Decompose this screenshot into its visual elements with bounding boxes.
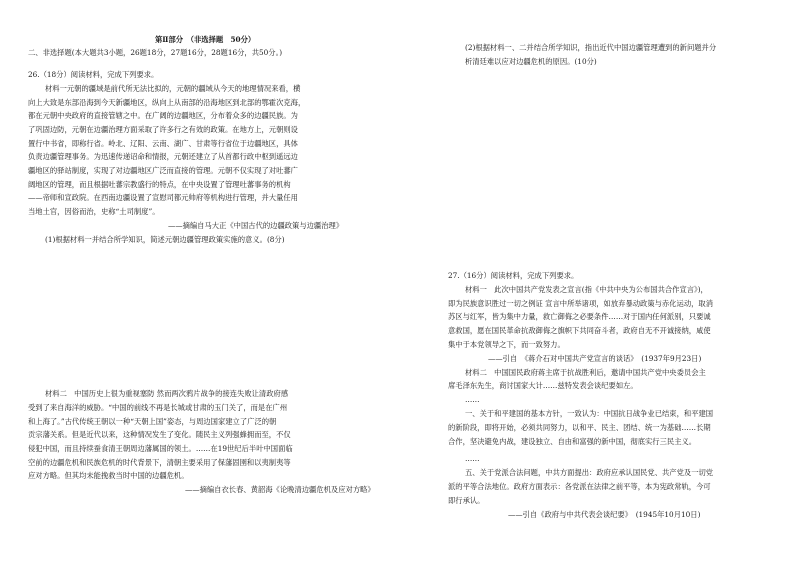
material-a2-source: ——引自《政府与中共代表会谈纪要》 (1945年10月10日) (508, 510, 701, 519)
question-26-part-1: (1)根据材料一并结合所学知识，简述元朝边疆管理政策实施的意义。(8分) (45, 235, 285, 244)
material-1-line: ——帝师和宣政院。在西南边疆设置了宣慰司都元帅府等机构进行管理，并大量任用 (28, 193, 298, 202)
material-a1-line: 意救国，愿在国民革命抗敌御侮之旗帜下共同奋斗者，政府自无不开诚接纳，咸使 (448, 326, 711, 335)
material-2-line: 和上海了。”古代传统王朝以一种“天朝上国”姿态，与周边国家建立了广泛的朝 (28, 417, 277, 426)
material-2-line: 材料二 中国历史上很为重视塞防 然而两次鸦片战争的接连失败让清政府感 (45, 389, 289, 398)
material-2-line: 受到了来自海洋的威胁。“中国的前线不再是长城或甘肃的玉门关了，而是在广州 (28, 403, 288, 412)
material-1-line: 置行中书省，即称行省。岭北、辽阳、云南、湖广、甘肃等行省位于边疆地区，具体 (28, 139, 298, 148)
question-26-part-2-line: 析清廷难以应对边疆危机的原因。(10分) (465, 57, 597, 66)
material-1-source: ——摘编自马大正《中国古代的边疆政策与边疆治理》 (168, 221, 344, 230)
material-a1-line: 即为民族意识胜过一切之例证 宣言中所举诸项，如放弃暴动政策与赤化运动，取消 (448, 299, 714, 308)
material-2-line: 应对方略。但其均未能挽救当时中国的边疆危机。 (28, 471, 189, 480)
point-1-line: 一、关于和平建国的基本方针，一致认为：中国抗日战争业已结束，和平建国 (465, 409, 714, 418)
material-1-line: 阔地区的管理，而且根据吐蕃宗教盛行的特点，在中央设置了管理吐蕃事务的机构 (28, 180, 291, 189)
section-title: 第Ⅱ部分 （非选择题 50分） (155, 35, 256, 44)
material-a2-line: 材料二 中国国民政府蒋主席于抗战胜利后，邀请中国共产党中央委员会主 (465, 368, 706, 377)
material-1-line: 了巩固边防，元朝在边疆治理方面采取了许多行之有效的政策。在地方上，元朝则设 (28, 125, 298, 134)
material-1-line: 当地土官，因俗而治，史称“土司制度”。 (28, 207, 160, 216)
question-26-heading: 26.（18分）阅读材料，完成下列要求。 (28, 70, 159, 79)
material-1-line: 材料一元朝的疆域是前代所无法比拟的，元朝的疆域从今天的地理情况来看，横 (45, 84, 301, 93)
material-1-line: 都在元朝中央政府的直接管辖之中。在广阔的边疆地区，分布着众多的边疆民族。为 (28, 111, 298, 120)
material-a1-line: 苏区与红军，皆为集中力量，救亡御侮之必要条件……对于国内任何派别，只要诚 (448, 312, 711, 321)
material-2-line: 空前的边疆危机和民族危机的时代背景下，清朝主要采用了保藩固圉和以夷制夷等 (28, 458, 291, 467)
point-5-line: 五、关于党派合法问题，中共方面提出：政府应承认国民党、共产党及一切党 (465, 468, 714, 477)
material-2-line: 贡宗藩关系。但是近代以来，这种情况发生了变化。随民主义列强蜂拥而至，不仅 (28, 430, 291, 439)
point-5-line: 派的平等合法地位。政府方面表示：各党派在法律之前平等，本为宪政常轨，今可 (448, 482, 711, 491)
point-1-line: 合作，坚决避免内战，建设独立、自由和富强的新中国，彻底实行三民主义。 (448, 437, 697, 446)
material-1-line: 负责边疆管理事务。为迅速传递诏命和情报，元朝还建立了从首都行政中枢到遥远边 (28, 152, 298, 161)
question-26-part-2-line: (2)根据材料一、二并结合所学知识，指出近代中国边疆管理遭到的新问题并分 (465, 43, 717, 52)
material-2-source: ——摘编自衣长春、黄韶海《论晚清边疆危机及应对方略》 (185, 485, 375, 494)
material-a2-line: 席毛泽东先生，商讨国家大计……兹特发表会谈纪要如左。 (448, 381, 638, 390)
material-a1-line: 材料一 此次中国共产党发表之宣言(指《中共中央为公布国共合作宣言》)， (465, 285, 708, 294)
material-1-line: 向上大致是东部沿海到今天新疆地区，纵向上从南部的沿海地区到北部的鄂霍次克海， (28, 98, 306, 107)
material-a1-source: ——引自 《蒋介石对中国共产党宣言的谈话》 (1937年9月23日) (488, 354, 702, 363)
point-5-line: 即行承认。 (448, 496, 485, 505)
material-a1-line: 集中于本党领导之下，而一致努力。 (448, 340, 565, 349)
point-1-line: 的新阶段，即将开始，必须共同努力，以和平、民主、团结、统一为基础……长期 (448, 423, 711, 432)
instruction-text: 二、非选择题(本大题共3小题，26题18分，27题16分，28题16分，共50分。) (28, 48, 283, 57)
question-27-heading: 27.（16分）阅读材料，完成下列要求。 (448, 271, 579, 280)
material-2-line: 侵犯中国，而且持续蚕食清王朝周边藩属国的领土。……在19世纪后半叶中国面临 (28, 444, 293, 453)
right-column (400, 0, 794, 562)
ellipsis: …… (465, 454, 480, 463)
ellipsis: …… (465, 395, 480, 404)
material-1-line: 疆地区的驿站制度，实现了对边疆地区广泛而直接的管理。元朝不仅实现了对吐蕃广 (28, 166, 298, 175)
